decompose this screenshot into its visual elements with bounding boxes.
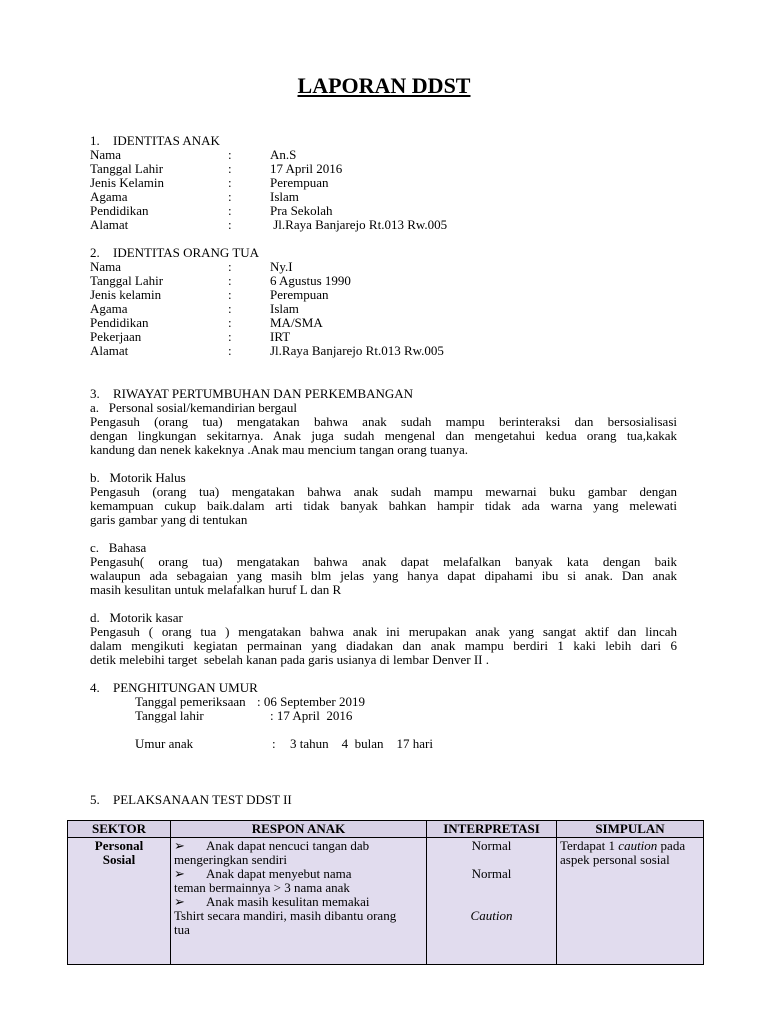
field-colon: :	[228, 175, 232, 190]
subsection-heading: b. Motorik Halus	[90, 470, 186, 485]
exam-date-value: : 06 September 2019	[257, 694, 365, 709]
arrow-bullet-icon: ➢	[174, 866, 185, 881]
field-value: Perempuan	[270, 287, 329, 302]
field-colon: :	[228, 343, 232, 358]
response-text: Anak dapat nencuci tangan dab	[206, 838, 370, 853]
field-label: Agama	[90, 189, 128, 204]
section-number: 2.	[90, 245, 100, 260]
field-label: Jenis kelamin	[90, 287, 162, 302]
field-value: Jl.Raya Banjarejo Rt.013 Rw.005	[270, 217, 448, 232]
field-value: Ny.I	[270, 259, 293, 274]
paragraph	[90, 555, 677, 597]
field-colon: :	[228, 329, 232, 344]
ddst-table	[67, 820, 704, 965]
paragraph	[90, 625, 677, 667]
arrow-bullet-icon: ➢	[174, 838, 185, 853]
field-value: Jl.Raya Banjarejo Rt.013 Rw.005	[270, 343, 444, 358]
conclusion-text: Terdapat 1	[560, 838, 619, 853]
field-value: IRT	[270, 329, 291, 344]
field-colon: :	[228, 287, 232, 302]
response-text-continued: mengeringkan sendiri	[174, 852, 287, 867]
response-text: Anak dapat menyebut nama	[206, 866, 352, 881]
response-item	[174, 867, 423, 895]
field-colon: :	[228, 315, 232, 330]
table-header-row	[68, 821, 704, 838]
field-label: Tanggal Lahir	[90, 273, 164, 288]
response-item	[174, 895, 423, 937]
field-value: 17 April 2016	[270, 161, 343, 176]
paragraph-line: masih kesulitan untuk melafalkan huruf L dan R	[90, 582, 342, 597]
field-colon: :	[228, 203, 232, 218]
conclusion-emphasis: caution	[618, 838, 658, 853]
interpretation-value: Caution	[470, 908, 513, 923]
age-value: 3 tahun 4 bulan 17 hari	[290, 736, 433, 751]
field-colon: :	[228, 161, 232, 176]
arrow-bullet-icon: ➢	[174, 894, 185, 909]
paragraph-line: detik melebihi target sebelah kanan pada garis usianya di lembar Denver II .	[90, 652, 490, 667]
field-label: Alamat	[90, 217, 129, 232]
field-label: Pendidikan	[90, 315, 149, 330]
response-text: Anak masih kesulitan memakai	[206, 894, 370, 909]
paragraph-line: Pengasuh (orang tua) mengatakan bahwa anak sudah mampu berinteraksi dan bersosialisasi	[90, 414, 677, 429]
age-colon: :	[272, 736, 276, 751]
table-row	[68, 838, 704, 965]
paragraph-line: garis gambar yang di tentukan	[90, 512, 248, 527]
field-colon: :	[228, 147, 232, 162]
field-colon: :	[228, 301, 232, 316]
field-label: Nama	[90, 259, 122, 274]
section-heading: IDENTITAS ANAK	[113, 133, 220, 148]
paragraph-line: walaupun ada sebagaian yang masih blm jelas yang hanya dapat dipahami ibu si anak. Dan anak	[90, 568, 677, 583]
section-heading: IDENTITAS ORANG TUA	[113, 245, 260, 260]
section-number: 5.	[90, 792, 100, 807]
paragraph	[90, 415, 677, 457]
section-number: 3.	[90, 386, 100, 401]
paragraph-line: kandung dan nenek kakeknya .Anak mau mencium tangan orang tuanya.	[90, 442, 468, 457]
sector-cell	[68, 838, 171, 965]
field-label: Pendidikan	[90, 203, 149, 218]
paragraph-line: dalam mengikuti kegiatan permainan yang diadakan dan anak mampu berdiri 1 kaki lebih dari 6	[90, 638, 677, 653]
conclusion-cell	[557, 838, 704, 965]
field-value: Islam	[270, 189, 299, 204]
field-label: Tanggal Lahir	[90, 161, 164, 176]
field-label: Alamat	[90, 343, 129, 358]
paragraph	[90, 485, 677, 527]
subsection-heading: d. Motorik kasar	[90, 610, 183, 625]
field-value: 6 Agustus 1990	[270, 273, 351, 288]
section-number: 4.	[90, 680, 100, 695]
column-header-interpretasi: INTERPRETASI	[427, 821, 557, 838]
paragraph-line: kemampuan cukup baik.dalam arti tidak banyak bahkan hampir tidak ada warna yang melewati	[90, 498, 677, 513]
interpretation-cell	[427, 838, 557, 965]
paragraph-line: Pengasuh ( orang tua ) mengatakan bahwa anak ini merupakan anak yang sangat aktif dan lincah	[90, 624, 677, 639]
birth-date-label: Tanggal lahir	[135, 708, 204, 723]
field-colon: :	[228, 273, 232, 288]
paragraph-line: Pengasuh( orang tua) mengatakan bahwa anak dapat melafalkan banyak kata dengan baik	[90, 554, 677, 569]
response-cell	[171, 838, 427, 965]
response-text-continued: Tshirt secara mandiri, masih dibantu orang tua	[174, 908, 397, 937]
section-heading: RIWAYAT PERTUMBUHAN DAN PERKEMBANGAN	[113, 386, 414, 401]
section-heading: PELAKSANAAN TEST DDST II	[113, 792, 292, 807]
conclusion-text: pada aspek personal sosial	[560, 838, 686, 867]
response-item	[174, 839, 423, 867]
age-label: Umur anak	[135, 736, 194, 751]
field-value: Pra Sekolah	[270, 203, 333, 218]
column-header-sektor: SEKTOR	[68, 821, 171, 838]
page-title: LAPORAN DDST	[297, 73, 471, 98]
section-heading: PENGHITUNGAN UMUR	[113, 680, 258, 695]
column-header-respon: RESPON ANAK	[171, 821, 427, 838]
field-colon: :	[228, 189, 232, 204]
field-colon: :	[228, 217, 232, 232]
field-value: Perempuan	[270, 175, 329, 190]
paragraph-line: dengan lingkungan sekitarnya. Anak juga sudah mengenal dan mengetahui kedua orang tua,kakak	[90, 428, 677, 443]
column-header-simpulan: SIMPULAN	[557, 821, 704, 838]
paragraph-line: Pengasuh (orang tua) mengatakan bahwa anak sudah mampu mewarnai buku gambar dengan	[90, 484, 677, 499]
exam-date-label: Tanggal pemeriksaan	[135, 694, 246, 709]
interpretation-value: Normal	[471, 838, 512, 853]
field-label: Pekerjaan	[90, 329, 142, 344]
field-label: Jenis Kelamin	[90, 175, 165, 190]
field-label: Agama	[90, 301, 128, 316]
field-colon: :	[228, 259, 232, 274]
response-text-continued: teman bermainnya > 3 nama anak	[174, 880, 350, 895]
section-number: 1.	[90, 133, 100, 148]
field-value: An.S	[270, 147, 297, 162]
birth-date-value: : 17 April 2016	[270, 708, 353, 723]
subsection-heading: a. Personal sosial/kemandirian bergaul	[90, 400, 297, 415]
subsection-heading: c. Bahasa	[90, 540, 147, 555]
interpretation-value: Normal	[471, 866, 512, 881]
sector-name: Personal Sosial	[94, 838, 144, 867]
field-value: MA/SMA	[270, 315, 323, 330]
field-value: Islam	[270, 301, 299, 316]
field-label: Nama	[90, 147, 122, 162]
